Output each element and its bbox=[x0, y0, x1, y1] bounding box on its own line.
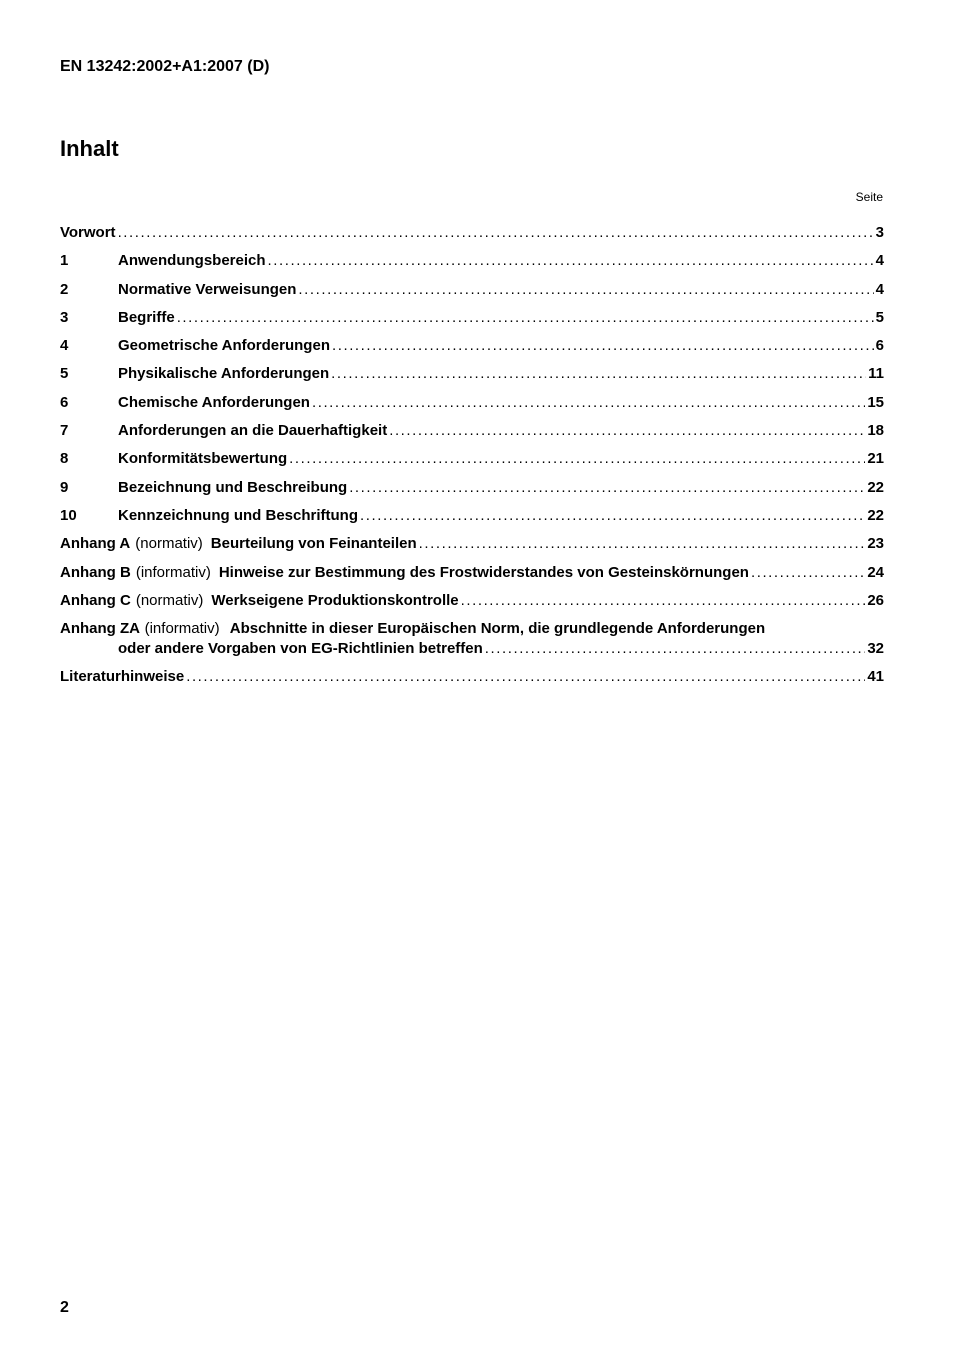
toc-entry-page: 11 bbox=[868, 365, 884, 383]
toc-entry-title: Begriffe bbox=[118, 308, 175, 326]
toc-entry-title: Hinweise zur Bestimmung des Frostwiderstandes von Gesteinskörnungen bbox=[218, 563, 749, 581]
toc-entry-annex-b[interactable] bbox=[60, 563, 884, 591]
toc-entry-vorwort[interactable] bbox=[60, 223, 884, 251]
toc-entry-title: Konformitätsbewertung bbox=[118, 450, 288, 468]
toc-entry-page: 6 bbox=[875, 337, 884, 355]
toc-entry-number: 8 bbox=[60, 450, 69, 468]
toc-entry-title: Kennzeichnung und Beschriftung bbox=[118, 506, 358, 524]
toc-leader-dots bbox=[419, 534, 866, 554]
toc-entry-literatur[interactable] bbox=[60, 667, 884, 695]
table-of-contents bbox=[60, 223, 884, 695]
toc-leader-dots bbox=[485, 639, 866, 659]
document-id: EN 13242:2002+A1:2007 (D) bbox=[60, 58, 270, 75]
toc-annex-label: Anhang B bbox=[60, 563, 131, 581]
toc-entry-title: Literaturhinweise bbox=[60, 668, 185, 686]
toc-leader-dots bbox=[461, 591, 866, 611]
toc-entry-number: 10 bbox=[60, 506, 77, 524]
toc-entry-number: 1 bbox=[60, 252, 69, 270]
toc-entry-number: 4 bbox=[60, 337, 69, 355]
toc-leader-dots bbox=[349, 478, 865, 498]
toc-entry-2[interactable] bbox=[60, 280, 884, 308]
toc-annex-type: (normativ) bbox=[135, 535, 203, 553]
toc-entry-title: Normative Verweisungen bbox=[118, 280, 297, 298]
toc-annex-label: Anhang ZA bbox=[60, 620, 140, 638]
toc-entry-annex-c[interactable] bbox=[60, 591, 884, 619]
toc-leader-dots bbox=[312, 393, 865, 413]
toc-annex-type: (normativ) bbox=[135, 591, 204, 609]
toc-entry-6[interactable] bbox=[60, 393, 884, 421]
toc-entry-line-1 bbox=[60, 619, 884, 639]
toc-entry-number: 2 bbox=[60, 280, 69, 298]
toc-entry-page: 3 bbox=[875, 224, 884, 241]
toc-annex-type: (informativ) bbox=[135, 563, 211, 581]
toc-entry-page: 26 bbox=[867, 591, 884, 609]
toc-entry-10[interactable] bbox=[60, 506, 884, 534]
toc-entry-line-2 bbox=[60, 639, 884, 659]
toc-entry-title: Chemische Anforderungen bbox=[118, 393, 310, 411]
toc-entry-title: Physikalische Anforderungen bbox=[118, 365, 330, 383]
toc-leader-dots bbox=[298, 280, 873, 300]
toc-entry-number: 9 bbox=[60, 478, 69, 496]
toc-annex-label: Anhang A bbox=[60, 535, 131, 553]
toc-annex-type: (informativ) bbox=[144, 620, 220, 638]
toc-entry-number: 6 bbox=[60, 393, 69, 411]
toc-leader-dots bbox=[360, 506, 865, 526]
page-column-label: Seite bbox=[855, 190, 883, 204]
toc-entry-4[interactable] bbox=[60, 336, 884, 364]
toc-entry-page: 24 bbox=[867, 563, 884, 581]
toc-entry-annex-a[interactable] bbox=[60, 534, 884, 562]
toc-leader-dots bbox=[177, 308, 874, 328]
toc-entry-number: 5 bbox=[60, 365, 69, 383]
page-number: 2 bbox=[60, 1299, 69, 1316]
toc-entry-3[interactable] bbox=[60, 308, 884, 336]
toc-annex-label: Anhang C bbox=[60, 591, 131, 609]
toc-entry-page: 22 bbox=[867, 478, 884, 496]
toc-entry-page: 21 bbox=[867, 450, 884, 468]
toc-entry-title: Vorwort bbox=[60, 224, 116, 241]
toc-entry-title: Bezeichnung und Beschreibung bbox=[118, 478, 348, 496]
toc-leader-dots bbox=[332, 336, 874, 356]
toc-entry-page: 15 bbox=[867, 393, 884, 411]
toc-leader-dots bbox=[331, 364, 866, 384]
toc-entry-title: Geometrische Anforderungen bbox=[118, 337, 330, 355]
toc-entry-number: 3 bbox=[60, 308, 69, 326]
toc-entry-number: 7 bbox=[60, 422, 69, 440]
page-title: Inhalt bbox=[60, 136, 119, 161]
toc-entry-page: 5 bbox=[875, 308, 884, 326]
toc-entry-9[interactable] bbox=[60, 478, 884, 506]
toc-entry-1[interactable] bbox=[60, 251, 884, 279]
toc-entry-title: Anforderungen an die Dauerhaftigkeit bbox=[118, 422, 388, 440]
toc-leader-dots bbox=[389, 421, 865, 441]
toc-entry-page: 41 bbox=[867, 668, 884, 686]
toc-entry-page: 4 bbox=[875, 252, 884, 270]
toc-entry-5[interactable] bbox=[60, 364, 884, 392]
toc-leader-dots bbox=[289, 449, 865, 469]
toc-entry-title: Beurteilung von Feinanteilen bbox=[210, 535, 417, 553]
toc-entry-title: Abschnitte in dieser Europäischen Norm, die grundlegende Anforderungen bbox=[229, 620, 766, 638]
toc-entry-page: 22 bbox=[867, 506, 884, 524]
toc-entry-annex-za[interactable] bbox=[60, 619, 884, 659]
toc-entry-title-continued: oder andere Vorgaben von EG-Richtlinien betreffen bbox=[118, 640, 483, 658]
toc-entry-page: 18 bbox=[867, 422, 884, 440]
toc-leader-dots bbox=[118, 223, 874, 243]
toc-entry-title: Werkseigene Produktionskontrolle bbox=[211, 591, 459, 609]
toc-entry-7[interactable] bbox=[60, 421, 884, 449]
toc-leader-dots bbox=[751, 563, 865, 583]
toc-leader-dots bbox=[186, 667, 865, 687]
toc-entry-page: 4 bbox=[875, 280, 884, 298]
toc-leader-dots bbox=[268, 251, 874, 271]
toc-entry-page: 32 bbox=[867, 640, 884, 658]
toc-entry-title: Anwendungsbereich bbox=[118, 252, 266, 270]
toc-entry-page: 23 bbox=[867, 535, 884, 553]
toc-entry-8[interactable] bbox=[60, 449, 884, 477]
